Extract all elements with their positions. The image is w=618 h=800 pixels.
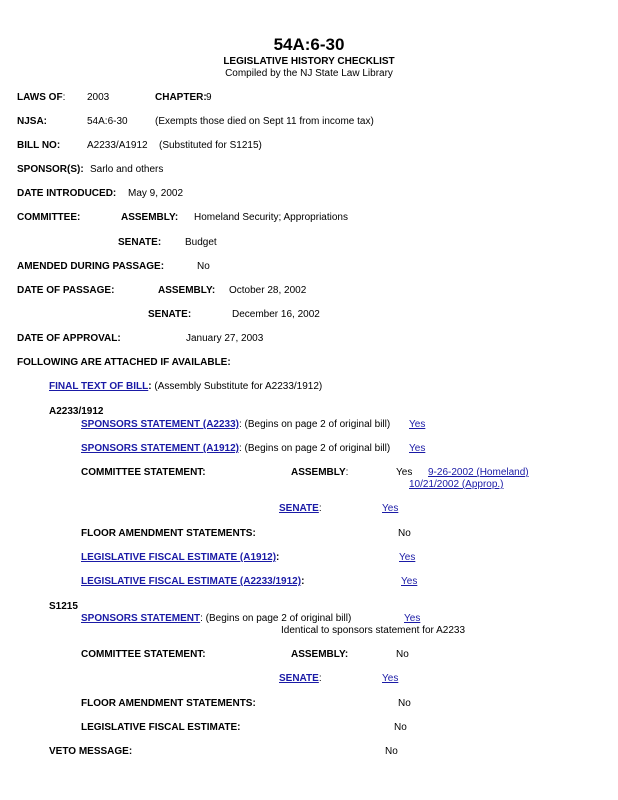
- s1215-sponsors-link[interactable]: SPONSORS STATEMENT: [81, 613, 201, 624]
- njsa-value: 54A:6-30: [87, 116, 128, 127]
- date-introduced-value: May 9, 2002: [128, 188, 184, 199]
- fiscal-a1912-row: LEGISLATIVE FISCAL ESTIMATE (A1912):: [81, 552, 280, 563]
- s1215-fiscal-label: LEGISLATIVE FISCAL ESTIMATE:: [81, 722, 241, 733]
- passage-assembly-label: ASSEMBLY:: [158, 285, 216, 296]
- a2233-floor-label: FLOOR AMENDMENT STATEMENTS:: [81, 528, 256, 539]
- sponsors-a1912-row: SPONSORS STATEMENT (A1912): (Begins on page 2 of original bill): [81, 443, 391, 454]
- veto-value: No: [385, 746, 398, 757]
- veto-label: VETO MESSAGE:: [49, 746, 133, 757]
- final-text-row: FINAL TEXT OF BILL: (Assembly Substitute for A2233/1912): [49, 381, 323, 392]
- sponsors-a2233-row: SPONSORS STATEMENT (A2233): (Begins on page 2 of original bill): [81, 419, 391, 430]
- a2233-floor-value: No: [398, 528, 411, 539]
- amended-value: No: [197, 261, 210, 272]
- njsa-note: (Exempts those died on Sept 11 from income tax): [155, 116, 374, 127]
- chapter-label: CHAPTER:: [155, 92, 207, 103]
- passage-label: DATE OF PASSAGE:: [17, 285, 115, 296]
- bill-no-value: A2233/A1912: [87, 140, 148, 151]
- homeland-statement-link[interactable]: 9-26-2002 (Homeland): [428, 467, 529, 478]
- approp-statement-link[interactable]: 10/21/2002 (Approp.): [409, 479, 504, 490]
- a2233-senate-row: SENATE:: [279, 503, 322, 514]
- fiscal-a2233-row: LEGISLATIVE FISCAL ESTIMATE (A2233/1912):: [81, 576, 305, 587]
- date-introduced-label: DATE INTRODUCED:: [17, 188, 117, 199]
- s1215-assembly-label: ASSEMBLY:: [291, 649, 349, 660]
- a2233-senate-yes-link[interactable]: Yes: [382, 503, 399, 514]
- fiscal-a1912-yes-link[interactable]: Yes: [399, 552, 416, 563]
- s1215-senate-yes-link[interactable]: Yes: [382, 673, 399, 684]
- njsa-label: NJSA:: [17, 116, 48, 127]
- s1215-sponsors-row: SPONSORS STATEMENT: (Begins on page 2 of original bill): [81, 613, 352, 624]
- final-text-link[interactable]: FINAL TEXT OF BILL: [49, 381, 149, 392]
- sponsors-a2233-link[interactable]: SPONSORS STATEMENT (A2233): [81, 419, 239, 430]
- s1215-floor-value: No: [398, 698, 411, 709]
- sponsors-a1912-yes-link[interactable]: Yes: [409, 443, 426, 454]
- s1215-heading: S1215: [49, 601, 78, 612]
- passage-assembly-value: October 28, 2002: [229, 285, 307, 296]
- committee-assembly-label: ASSEMBLY:: [121, 212, 179, 223]
- committee-senate-value: Budget: [185, 237, 217, 248]
- amended-label: AMENDED DURING PASSAGE:: [17, 261, 165, 272]
- passage-senate-label: SENATE:: [148, 309, 192, 320]
- s1215-floor-label: FLOOR AMENDMENT STATEMENTS:: [81, 698, 256, 709]
- committee-assembly-value: Homeland Security; Appropriations: [194, 212, 348, 223]
- sponsors-value: Sarlo and others: [90, 164, 164, 175]
- s1215-sponsors-yes-link[interactable]: Yes: [404, 613, 421, 624]
- bill-no-note: (Substituted for S1215): [159, 140, 262, 151]
- s1215-fiscal-value: No: [394, 722, 407, 733]
- s1215-assembly-value: No: [396, 649, 409, 660]
- sponsors-a1912-link[interactable]: SPONSORS STATEMENT (A1912): [81, 443, 239, 454]
- a2233-assembly-label: ASSEMBLY:: [291, 467, 349, 478]
- attached-heading: FOLLOWING ARE ATTACHED IF AVAILABLE:: [17, 357, 231, 368]
- fiscal-a2233-link[interactable]: LEGISLATIVE FISCAL ESTIMATE (A2233/1912): [81, 576, 302, 587]
- fiscal-a1912-link[interactable]: LEGISLATIVE FISCAL ESTIMATE (A1912): [81, 552, 277, 563]
- approval-label: DATE OF APPROVAL:: [17, 333, 121, 344]
- s1215-senate-row: SENATE:: [279, 673, 322, 684]
- approval-value: January 27, 2003: [186, 333, 264, 344]
- a2233-committee-label: COMMITTEE STATEMENT:: [81, 467, 206, 478]
- committee-label: COMMITTEE:: [17, 212, 81, 223]
- laws-of-label: LAWS OF:: [17, 92, 66, 103]
- page-subtitle: Compiled by the NJ State Law Library: [225, 68, 393, 79]
- bill-no-label: BILL NO:: [17, 140, 61, 151]
- s1215-senate-link[interactable]: SENATE: [279, 673, 319, 684]
- s1215-sponsors-subnote: Identical to sponsors statement for A2233: [281, 625, 465, 636]
- committee-senate-label: SENATE:: [118, 237, 162, 248]
- passage-senate-value: December 16, 2002: [232, 309, 320, 320]
- sponsors-label: SPONSOR(S):: [17, 164, 84, 175]
- page-title: LEGISLATIVE HISTORY CHECKLIST: [223, 56, 395, 67]
- fiscal-a2233-yes-link[interactable]: Yes: [401, 576, 418, 587]
- a2233-assembly-value: Yes: [396, 467, 413, 478]
- laws-of-value: 2003: [87, 92, 110, 103]
- page-code: 54A:6-30: [273, 35, 345, 54]
- a2233-heading: A2233/1912: [49, 406, 104, 417]
- s1215-committee-label: COMMITTEE STATEMENT:: [81, 649, 206, 660]
- a2233-senate-link[interactable]: SENATE: [279, 503, 319, 514]
- sponsors-a2233-yes-link[interactable]: Yes: [409, 419, 426, 430]
- chapter-value: 9: [206, 92, 212, 103]
